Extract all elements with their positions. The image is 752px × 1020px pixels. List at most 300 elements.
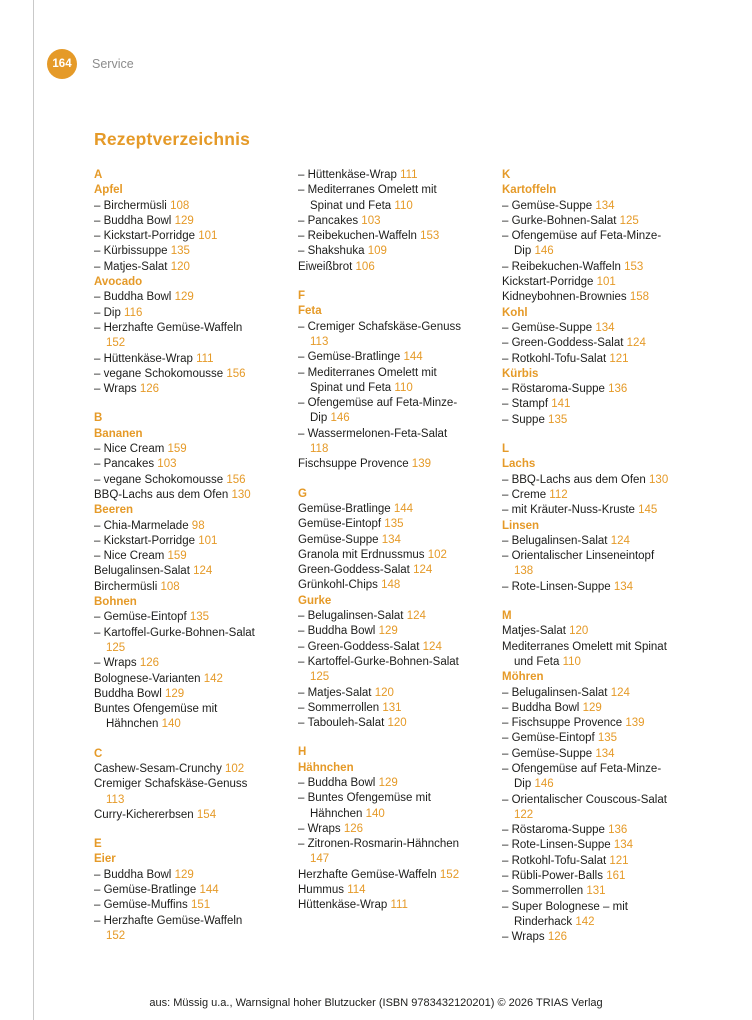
index-entry [94, 549, 261, 564]
index-entry [298, 776, 465, 791]
entry-name: Belugalinsen-Salat [511, 686, 611, 699]
category-heading: Eier [94, 853, 116, 866]
index-entry [298, 837, 465, 868]
entry-page-number: 110 [394, 381, 413, 394]
index-entry [298, 624, 465, 639]
entry-page-number: 144 [393, 502, 414, 515]
entry-page-number: 102 [225, 762, 245, 775]
category-heading: Bohnen [94, 596, 137, 609]
letter-heading: H [298, 746, 307, 759]
index-entry [502, 900, 669, 931]
entry-name: Super Bolognese – mit Rinderhack [511, 900, 628, 928]
entry-name: Mediterranes Omelett mit Spinat und Feta [502, 640, 667, 668]
index-entry [502, 747, 669, 762]
entry-page-number: 130 [649, 473, 669, 486]
entry-name: Reibekuchen-Waffeln [511, 260, 625, 273]
entry-name: Belugalinsen-Salat [511, 534, 611, 547]
index-entry [298, 517, 465, 532]
page-edge-rule [33, 0, 34, 1020]
entry-dash: – [94, 214, 104, 227]
index-entry [502, 793, 669, 824]
entry-name: Wraps [307, 822, 344, 835]
entry-dash: – [94, 291, 104, 304]
page-title: Rezeptverzeichnis [94, 129, 251, 149]
entry-name: Dip [103, 306, 125, 319]
entry-name: Reibekuchen-Waffeln [307, 230, 421, 243]
entry-name: Kickstart-Porridge [103, 230, 199, 243]
index-entry [94, 687, 261, 702]
entry-page-number: 134 [613, 580, 634, 593]
entry-page-number: 125 [106, 641, 126, 654]
entry-dash: – [94, 443, 104, 456]
category-heading: Feta [298, 305, 322, 318]
index-entry [502, 731, 669, 746]
entry-name: Kidneybohnen-Brownies [502, 291, 630, 304]
category-heading: Hähnchen [298, 761, 354, 774]
entry-dash: – [94, 230, 104, 243]
entry-name: vegane Schokomousse [103, 473, 227, 486]
category-heading: Möhren [502, 671, 544, 684]
index-entry [94, 610, 261, 625]
entry-dash: – [298, 838, 308, 851]
entry-dash: – [502, 885, 512, 898]
entry-name: Matjes-Salat [103, 260, 171, 273]
entry-page-number: 134 [595, 199, 615, 212]
category-heading: Apfel [94, 184, 123, 197]
page-header [47, 49, 134, 79]
entry-page-number: 124 [406, 610, 426, 623]
index-entry [94, 762, 261, 777]
entry-page-number: 101 [198, 534, 218, 547]
entry-dash: – [502, 321, 512, 334]
entry-name: Wraps [103, 657, 140, 670]
index-entry [298, 898, 465, 913]
index-entry [94, 229, 261, 244]
entry-dash: – [298, 625, 308, 638]
entry-name: Gurke-Bohnen-Salat [511, 214, 620, 227]
entry-page-number: 120 [387, 717, 407, 730]
entry-name: Belugalinsen-Salat [94, 565, 194, 578]
index-entry [502, 549, 669, 580]
entry-name: Buddha Bowl [307, 776, 379, 789]
entry-dash: – [298, 792, 308, 805]
entry-page-number: 139 [625, 717, 645, 730]
letter-heading: A [94, 169, 103, 181]
entry-name: Bolognese-Varianten [94, 672, 204, 685]
entry-name: Hummus [298, 884, 348, 897]
letter-heading: B [94, 412, 103, 425]
entry-dash: – [298, 214, 308, 227]
index-entry [502, 534, 669, 549]
entry-page-number: 101 [198, 230, 218, 243]
entry-page-number: 125 [619, 214, 639, 227]
entry-dash: – [502, 854, 512, 867]
entry-dash: – [298, 686, 308, 699]
entry-page-number: 101 [596, 276, 616, 289]
entry-dash: – [94, 245, 104, 258]
entry-page-number: 135 [170, 245, 190, 258]
entry-page-number: 130 [231, 488, 251, 501]
index-entry [94, 564, 261, 579]
index-entry [298, 883, 465, 898]
entry-dash: – [298, 351, 308, 364]
index-entry [502, 503, 669, 518]
entry-page-number: 131 [382, 701, 402, 714]
index-entry [94, 534, 261, 549]
index-entry [502, 199, 669, 214]
entry-page-number: 153 [420, 230, 440, 243]
index-entry [502, 336, 669, 351]
entry-page-number: 159 [167, 443, 187, 456]
entry-dash: – [502, 337, 512, 350]
entry-dash: – [298, 397, 308, 410]
entry-name: Gemüse-Suppe [511, 199, 596, 212]
entry-page-number: 113 [106, 793, 125, 806]
index-entry [502, 352, 669, 367]
index-entry [298, 183, 465, 214]
entry-page-number: 148 [381, 579, 401, 592]
entry-page-number: 152 [439, 868, 460, 881]
entry-name: Zitronen-Rosmarin-Hähnchen [307, 838, 460, 851]
entry-dash: – [298, 320, 308, 333]
index-entry [94, 321, 261, 352]
entry-dash: – [502, 931, 512, 944]
index-entry [502, 884, 669, 899]
index-entry [502, 275, 669, 290]
entry-dash: – [94, 383, 104, 396]
entry-page-number: 108 [170, 199, 190, 212]
entry-page-number: 152 [106, 337, 126, 350]
entry-page-number: 124 [422, 640, 442, 653]
entry-page-number: 108 [160, 580, 180, 593]
entry-name: Wraps [511, 931, 548, 944]
index-entry [94, 382, 261, 397]
index-entry [94, 656, 261, 671]
entry-page-number: 121 [609, 854, 629, 867]
entry-name: Matjes-Salat [307, 686, 375, 699]
entry-page-number: 124 [193, 565, 213, 578]
entry-name: Granola mit Erdnussmus [298, 548, 428, 561]
index-entry [94, 352, 261, 367]
entry-name: Orientalischer Couscous-Salat [511, 793, 667, 806]
entry-name: Ofengemüse auf Feta-Minze-Dip [511, 230, 662, 258]
entry-dash: – [502, 199, 512, 212]
index-entry [298, 396, 465, 427]
entry-name: Wassermelonen-Feta-Salat [307, 427, 448, 440]
entry-name: Buddha Bowl [103, 214, 175, 227]
entry-dash: – [502, 214, 512, 227]
entry-name: Hüttenkäse-Wrap [298, 899, 391, 912]
entry-name: Gemüse-Bratlinge [307, 351, 404, 364]
entry-page-number: 135 [189, 611, 210, 624]
entry-page-number: 124 [610, 534, 630, 547]
entry-page-number: 158 [629, 291, 650, 304]
entry-dash: – [94, 367, 104, 380]
entry-page-number: 135 [384, 518, 404, 531]
entry-page-number: 146 [534, 778, 554, 791]
entry-page-number: 138 [514, 565, 534, 578]
entry-page-number: 124 [610, 686, 630, 699]
index-entry [94, 672, 261, 687]
entry-page-number: 134 [595, 747, 615, 760]
index-entry [94, 626, 261, 657]
entry-page-number: 111 [400, 169, 418, 181]
entry-name: Buntes Ofengemüse mit Hähnchen [94, 703, 218, 731]
index-entry [298, 320, 465, 351]
entry-page-number: 144 [403, 351, 423, 364]
index-entry [298, 822, 465, 837]
index-entry [298, 701, 465, 716]
entry-dash: – [298, 717, 308, 730]
entry-name: Buddha Bowl [511, 701, 583, 714]
entry-page-number: 129 [582, 701, 602, 714]
index-entry [502, 716, 669, 731]
entry-name: mit Kräuter-Nuss-Kruste [511, 504, 639, 517]
index-entry [94, 519, 261, 534]
entry-dash: – [298, 701, 308, 714]
entry-page-number: 106 [355, 260, 375, 273]
entry-page-number: 126 [343, 822, 363, 835]
index-entry [502, 930, 669, 945]
index-entry [298, 640, 465, 655]
entry-page-number: 153 [624, 260, 644, 273]
entry-page-number: 109 [367, 245, 387, 258]
entry-name: Creme [511, 488, 550, 501]
entry-name: Sommerrollen [511, 885, 587, 898]
entry-name: Suppe [511, 413, 549, 426]
entry-name: Rote-Linsen-Suppe [511, 580, 614, 593]
entry-name: Grünkohl-Chips [298, 579, 382, 592]
entry-page-number: 103 [361, 214, 381, 227]
entry-name: Fischsuppe Provence [511, 717, 626, 730]
entry-page-number: 161 [606, 870, 626, 883]
entry-page-number: 159 [167, 550, 187, 563]
index-entry [298, 563, 465, 578]
entry-dash: – [502, 762, 512, 775]
entry-name: Kürbissuppe [103, 245, 171, 258]
entry-page-number: 147 [310, 853, 330, 866]
entry-dash: – [94, 657, 104, 670]
entry-dash: – [502, 839, 512, 852]
index-entry [298, 533, 465, 548]
entry-page-number: 134 [613, 839, 634, 852]
entry-dash: – [94, 519, 104, 532]
entry-page-number: 129 [378, 625, 398, 638]
section-label: Service [92, 57, 134, 71]
entry-dash: – [502, 413, 512, 426]
index-entry [298, 427, 465, 458]
entry-page-number: 124 [413, 564, 433, 577]
entry-name: Kartoffel-Gurke-Bohnen-Salat [103, 626, 255, 639]
entry-page-number: 154 [196, 808, 217, 821]
entry-page-number: 114 [347, 884, 366, 897]
entry-dash: – [298, 169, 308, 181]
index-entry [502, 488, 669, 503]
entry-page-number: 144 [199, 884, 219, 897]
entry-dash: – [298, 184, 308, 197]
index-entry [502, 260, 669, 275]
entry-page-number: 131 [586, 885, 606, 898]
index-column [298, 168, 465, 946]
entry-page-number: 112 [549, 488, 568, 501]
entry-name: Green-Goddess-Salat [298, 564, 414, 577]
index-entry [94, 898, 261, 913]
index-column [94, 168, 261, 946]
index-entry [298, 168, 465, 183]
entry-page-number: 111 [390, 899, 408, 912]
entry-dash: – [94, 534, 104, 547]
entry-name: Herzhafte Gemüse-Waffeln [103, 321, 243, 334]
letter-heading: L [502, 443, 510, 456]
entry-dash: – [502, 900, 512, 913]
entry-name: Belugalinsen-Salat [307, 610, 407, 623]
index-entry [502, 640, 669, 671]
entry-name: Kickstart-Porridge [502, 276, 597, 289]
index-entry [298, 502, 465, 517]
entry-dash: – [502, 230, 512, 243]
entry-name: Gemüse-Eintopf [103, 611, 190, 624]
entry-dash: – [502, 534, 512, 547]
entry-name: Rotkohl-Tofu-Salat [511, 352, 610, 365]
index-entry [502, 838, 669, 853]
category-heading: Linsen [502, 519, 540, 532]
entry-dash: – [298, 366, 308, 379]
entry-dash: – [502, 870, 512, 883]
entry-page-number: 126 [547, 931, 567, 944]
entry-dash: – [94, 884, 104, 897]
entry-name: Gemüse-Suppe [298, 533, 382, 546]
index-entry [298, 609, 465, 624]
entry-name: Cremiger Schafskäse-Genuss [307, 320, 461, 333]
index-entry [502, 854, 669, 869]
entry-name: Buntes Ofengemüse mit Hähnchen [307, 792, 431, 820]
entry-dash: – [94, 199, 104, 212]
entry-name: Shakshuka [307, 245, 368, 258]
index-entry [94, 306, 261, 321]
entry-name: Röstaroma-Suppe [511, 383, 609, 396]
entry-dash: – [94, 914, 104, 927]
entry-page-number: 103 [157, 458, 177, 471]
entry-name: Gemüse-Suppe [511, 321, 596, 334]
index-entry [94, 580, 261, 595]
index-entry [502, 413, 669, 428]
index-entry [502, 624, 669, 639]
entry-page-number: 141 [551, 398, 571, 411]
entry-dash: – [298, 230, 308, 243]
entry-dash: – [502, 793, 512, 806]
entry-name: Fischsuppe Provence [298, 458, 412, 471]
category-heading: Avocado [94, 276, 143, 289]
index-entry [502, 214, 669, 229]
entry-dash: – [502, 260, 512, 273]
entry-name: vegane Schokomousse [103, 367, 227, 380]
index-entry [298, 260, 465, 275]
entry-page-number: 146 [330, 412, 350, 425]
entry-name: Stampf [511, 398, 552, 411]
entry-page-number: 124 [626, 337, 646, 350]
entry-name: Ofengemüse auf Feta-Minze-Dip [307, 397, 458, 425]
entry-dash: – [94, 473, 104, 486]
entry-name: Birchermüsli [103, 199, 171, 212]
entry-name: Herzhafte Gemüse-Waffeln [298, 868, 440, 881]
entry-name: Birchermüsli [94, 580, 161, 593]
entry-name: Buddha Bowl [103, 868, 175, 881]
entry-page-number: 120 [374, 686, 394, 699]
entry-page-number: 129 [174, 868, 194, 881]
index-entry [298, 214, 465, 229]
letter-heading: C [94, 747, 103, 760]
index-entry [502, 321, 669, 336]
index-entry [298, 716, 465, 731]
entry-name: Hüttenkäse-Wrap [307, 169, 401, 181]
entry-page-number: 121 [609, 352, 629, 365]
entry-dash: – [298, 427, 308, 440]
entry-name: Sommerrollen [307, 701, 383, 714]
entry-page-number: 151 [190, 899, 211, 912]
index-entry [502, 869, 669, 884]
index-entry [298, 868, 465, 883]
index-entry [298, 350, 465, 365]
entry-dash: – [94, 899, 104, 912]
entry-dash: – [298, 822, 308, 835]
entry-name: BBQ-Lachs aus dem Ofen [94, 488, 232, 501]
entry-name: Green-Goddess-Salat [511, 337, 627, 350]
index-entry [502, 823, 669, 838]
index-entry [298, 655, 465, 686]
entry-name: Gemüse-Suppe [511, 747, 596, 760]
entry-page-number: 110 [394, 199, 413, 212]
index-entry [94, 868, 261, 883]
index-entry [502, 762, 669, 793]
entry-dash: – [502, 717, 512, 730]
index-entry [94, 777, 261, 808]
entry-dash: – [94, 458, 104, 471]
index-entry [298, 578, 465, 593]
entry-page-number: 126 [139, 383, 159, 396]
entry-page-number: 146 [534, 245, 554, 258]
category-heading: Kartoffeln [502, 184, 557, 197]
entry-name: Matjes-Salat [502, 625, 570, 638]
entry-page-number: 118 [310, 443, 329, 456]
entry-page-number: 139 [411, 458, 431, 471]
index-entry [298, 548, 465, 563]
index-entry [298, 244, 465, 259]
entry-name: Pancakes [103, 458, 158, 471]
page-footer: aus: Müssig u.a., Warnsignal hoher Blutzucker (ISBN 9783432120201) © 2026 TRIAS Verlag [149, 997, 603, 1009]
index-entry [502, 382, 669, 397]
entry-dash: – [502, 473, 512, 486]
entry-dash: – [502, 580, 512, 593]
index-entry [94, 914, 261, 945]
entry-name: Rotkohl-Tofu-Salat [511, 854, 610, 867]
index-entry [298, 791, 465, 822]
entry-name: Tabouleh-Salat [307, 717, 388, 730]
entry-dash: – [94, 306, 104, 319]
entry-name: Gemüse-Eintopf [511, 732, 598, 745]
entry-name: Kartoffel-Gurke-Bohnen-Salat [307, 655, 459, 668]
index-entry [94, 244, 261, 259]
index-entry [298, 366, 465, 397]
entry-page-number: 98 [191, 519, 205, 532]
index-entry [94, 457, 261, 472]
entry-page-number: 135 [548, 413, 568, 426]
entry-name: Buddha Bowl [307, 625, 379, 638]
entry-page-number: 145 [638, 504, 658, 517]
index-entry [502, 290, 669, 305]
entry-page-number: 156 [226, 367, 246, 380]
index-entry [94, 488, 261, 503]
index-entry [298, 229, 465, 244]
